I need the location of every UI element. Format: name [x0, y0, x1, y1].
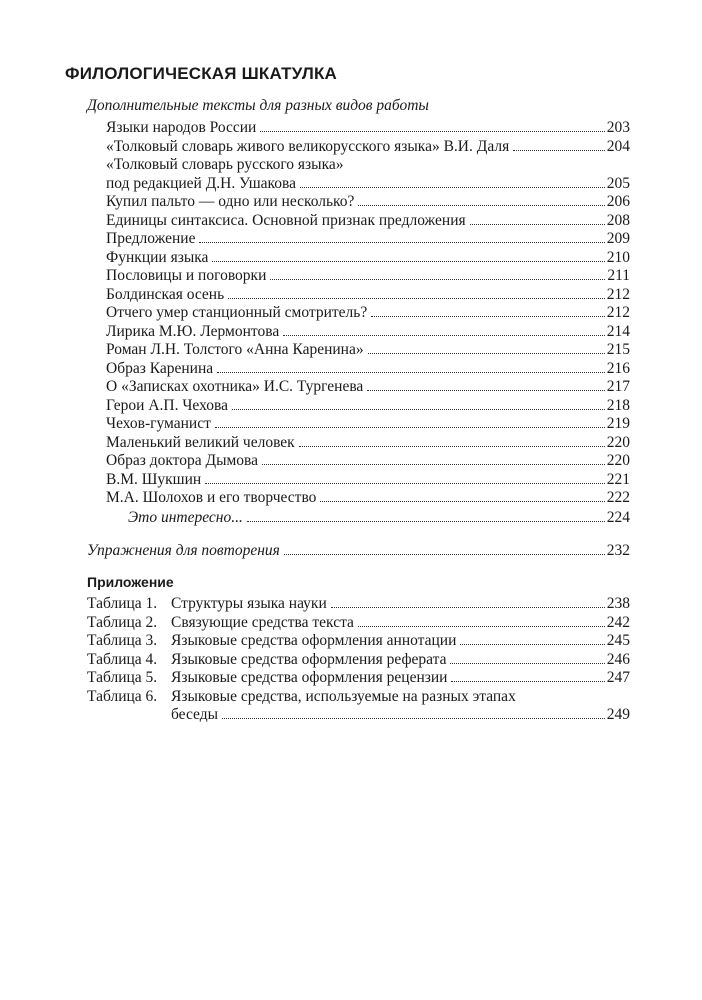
toc-entry-page: 222	[606, 489, 630, 506]
toc-entry-page: 218	[606, 397, 630, 414]
leader-dots	[284, 553, 605, 555]
table-page: 246	[606, 651, 630, 668]
toc-entry-title: Упражнения для повторения	[87, 542, 280, 559]
toc-entry-title: Маленький великий человек	[106, 434, 295, 451]
toc-entry	[106, 118, 630, 137]
table-title: Структуры языка науки	[171, 595, 327, 612]
toc-entry-page: 214	[606, 323, 630, 340]
table-page: 242	[606, 614, 630, 631]
leader-dots	[451, 680, 604, 682]
leader-dots	[368, 352, 605, 354]
leader-dots	[260, 130, 604, 132]
toc-entry-page: 210	[606, 249, 630, 266]
toc-entry	[106, 285, 630, 304]
toc-entry-page: 211	[607, 267, 630, 284]
toc-entry-page: 212	[606, 286, 630, 303]
toc-entry-title: Предложение	[106, 230, 196, 247]
leader-dots	[217, 371, 605, 373]
leader-dots	[299, 445, 605, 447]
table-title: Языковые средства оформления аннотации	[171, 632, 457, 649]
toc-entry	[106, 174, 630, 193]
table-title: Языковые средства оформления рецензии	[171, 669, 448, 686]
leader-dots	[513, 149, 605, 151]
toc-entry	[106, 248, 630, 267]
table-label: Таблица 6.	[87, 688, 158, 705]
toc-entry	[106, 229, 630, 248]
leader-dots	[222, 717, 605, 719]
toc-entry-title: под редакцией Д.Н. Ушакова	[106, 175, 297, 192]
toc-entry	[106, 433, 630, 452]
table-page: 238	[606, 595, 630, 612]
toc-entry-page: 203	[606, 119, 630, 136]
leader-dots	[320, 500, 604, 502]
toc-entry-page: 221	[606, 471, 630, 488]
toc-entry-title: Пословицы и поговорки	[106, 267, 267, 284]
toc-entry-title: Герои А.П. Чехова	[106, 397, 228, 414]
toc-entry	[106, 377, 630, 396]
subsection-title: Дополнительные тексты для разных видов работы	[87, 97, 429, 114]
toc-entry	[106, 137, 630, 156]
section-title: ФИЛОЛОГИЧЕСКАЯ ШКАТУЛКА	[65, 64, 338, 83]
table-label: Таблица 1.	[87, 595, 158, 612]
table-page: 245	[606, 632, 630, 649]
appendix-table-entry	[87, 613, 630, 632]
table-title-line1: Языковые средства, используемые на разных этапах	[171, 688, 516, 705]
toc-entry-title: Языки народов России	[106, 119, 257, 136]
appendix-table-entry	[171, 705, 630, 724]
toc-entry	[106, 303, 630, 322]
leader-dots	[300, 186, 605, 188]
leader-dots	[215, 426, 605, 428]
leader-dots	[212, 260, 604, 262]
toc-entry-exercises	[87, 541, 630, 560]
toc-entry	[106, 451, 630, 470]
leader-dots	[358, 204, 604, 206]
appendix-table-entry	[87, 631, 630, 650]
leader-dots	[371, 315, 605, 317]
leader-dots	[470, 223, 605, 225]
appendix-table-entry	[87, 594, 630, 613]
toc-entry-title: Единицы синтаксиса. Основной признак предложения	[106, 212, 466, 229]
toc-entry-title: Чехов-гуманист	[106, 415, 211, 432]
toc-entry-page: 209	[606, 230, 630, 247]
toc-entry-page: 212	[606, 304, 630, 321]
toc-entry-title: Функции языка	[106, 249, 209, 266]
table-title: Связующие средства текста	[171, 614, 354, 631]
appendix-title: Приложение	[87, 574, 174, 590]
toc-entry-title: Это интересно...	[128, 509, 243, 526]
toc-entry-title-line1: «Толковый словарь русского языка»	[106, 156, 344, 173]
toc-entry-page: 220	[606, 434, 630, 451]
leader-dots	[199, 241, 604, 243]
leader-dots	[205, 482, 605, 484]
toc-entry	[106, 340, 630, 359]
toc-entry-page: 205	[606, 175, 630, 192]
toc-entry-page: 204	[606, 138, 630, 155]
toc-entry-page: 224	[606, 509, 630, 526]
table-label: Таблица 4.	[87, 651, 158, 668]
leader-dots	[283, 334, 605, 336]
leader-dots	[367, 389, 604, 391]
leader-dots	[450, 662, 604, 664]
toc-entry-title: В.М. Шукшин	[106, 471, 202, 488]
toc-entry-title: Лирика М.Ю. Лермонтова	[106, 323, 280, 340]
toc-entry-page: 219	[606, 415, 630, 432]
toc-entry	[106, 396, 630, 415]
leader-dots	[460, 643, 604, 645]
leader-dots	[358, 625, 605, 627]
toc-entry-title: Отчего умер станционный смотритель?	[106, 304, 368, 321]
toc-entry-page: 215	[606, 341, 630, 358]
toc-entry	[106, 488, 630, 507]
toc-entry-title: О «Записках охотника» И.С. Тургенева	[106, 378, 364, 395]
leader-dots	[331, 606, 605, 608]
toc-entry	[106, 414, 630, 433]
leader-dots	[232, 408, 605, 410]
leader-dots	[247, 520, 605, 522]
table-page: 249	[606, 706, 630, 723]
toc-entry	[106, 211, 630, 230]
toc-entry-interesting	[128, 508, 630, 527]
toc-entry-page: 220	[606, 452, 630, 469]
table-label: Таблица 5.	[87, 669, 158, 686]
appendix-table-entry	[87, 668, 630, 687]
appendix-table-entry-line1	[87, 687, 516, 706]
table-label: Таблица 2.	[87, 614, 158, 631]
toc-entry-title: Купил пальто — одно или несколько?	[106, 193, 355, 210]
table-label: Таблица 3.	[87, 632, 158, 649]
appendix-table-entry	[87, 650, 630, 669]
toc-entry-title: Образ доктора Дымова	[106, 452, 259, 469]
table-page: 247	[606, 669, 630, 686]
toc-entry	[106, 322, 630, 341]
table-title: беседы	[171, 706, 218, 723]
toc-entry-page: 208	[606, 212, 630, 229]
toc-entry-title: Образ Каренина	[106, 360, 214, 377]
toc-entry-page: 206	[606, 193, 630, 210]
toc-entry-title: М.А. Шолохов и его творчество	[106, 489, 317, 506]
toc-entry-title: «Толковый словарь живого великорусского языка» В.И. Даля	[106, 138, 510, 155]
table-title: Языковые средства оформления реферата	[171, 651, 447, 668]
toc-entry	[106, 266, 630, 285]
toc-entry	[106, 359, 630, 378]
leader-dots	[262, 463, 605, 465]
toc-entry	[106, 470, 630, 489]
toc-entry-title: Болдинская осень	[106, 286, 225, 303]
toc-entry-page: 217	[606, 378, 630, 395]
toc-entry	[106, 192, 630, 211]
toc-entry-page: 216	[606, 360, 630, 377]
leader-dots	[228, 297, 605, 299]
toc-entry-page: 232	[606, 542, 630, 559]
leader-dots	[270, 278, 605, 280]
toc-entry-title: Роман Л.Н. Толстого «Анна Каренина»	[106, 341, 364, 358]
